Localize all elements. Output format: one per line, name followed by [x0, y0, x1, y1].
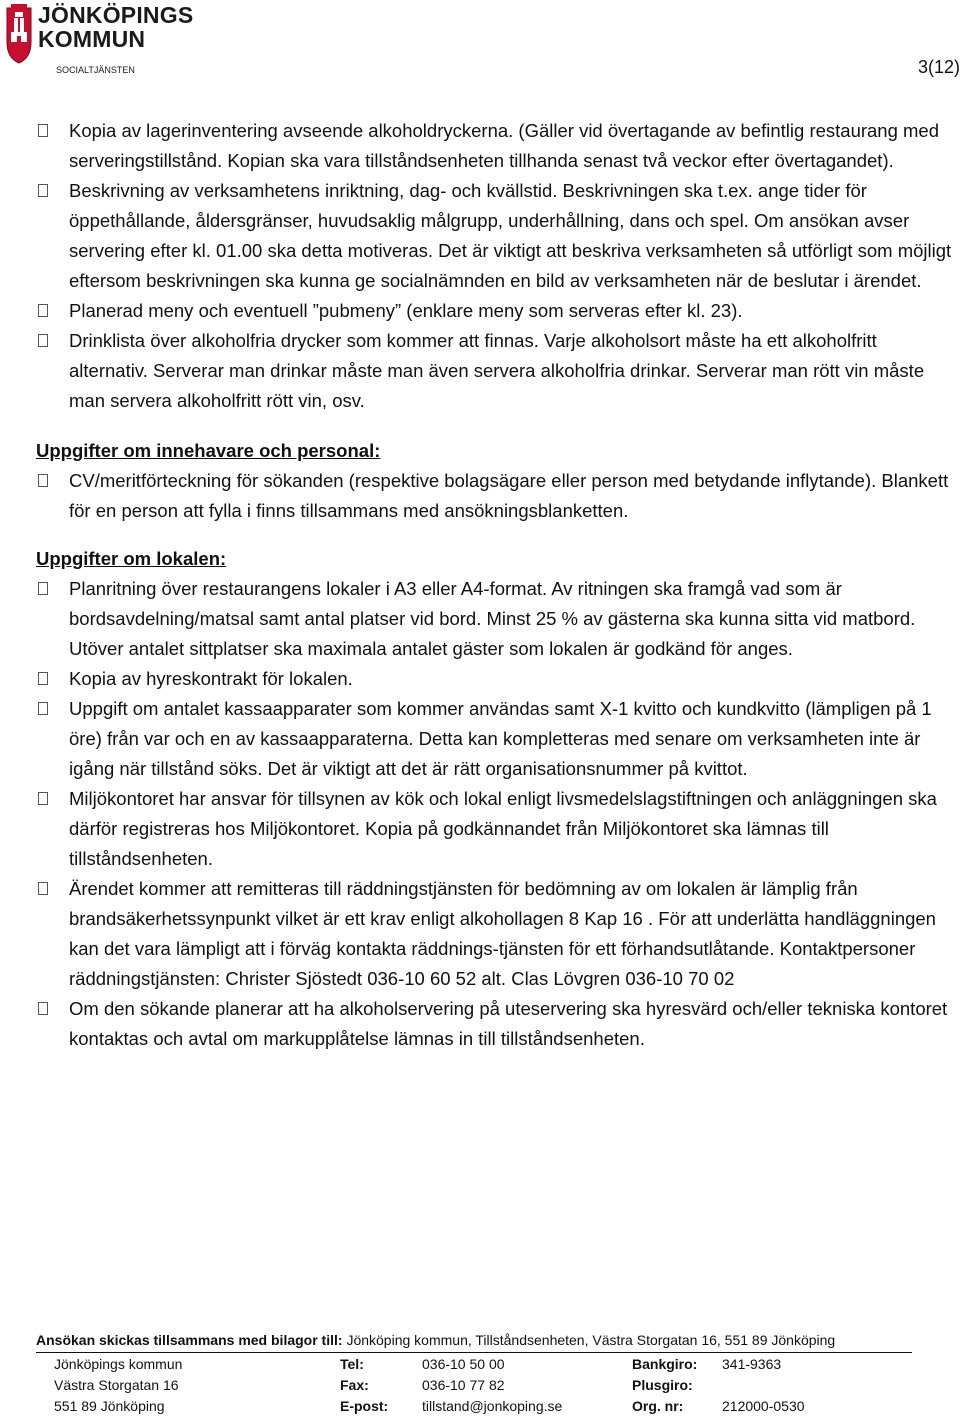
checkbox-bullet-icon	[38, 304, 48, 317]
list-item: Drinklista över alkoholfria drycker som kommer att finnas. Varje alkoholsort måste ha ett alkoholfritt alternativ. Serverar man drinkar måste man även servera alkoholfria drinkar. Serverar man rött vin måste man servera alkoholfritt rött vin, osv.	[36, 326, 956, 416]
footer-send-label: Ansökan skickas tillsammans med bilagor till:	[36, 1332, 343, 1348]
footer-row	[54, 1396, 934, 1417]
checkbox-bullet-icon	[38, 474, 48, 487]
list-item: Uppgift om antalet kassaapparater som kommer användas samt X-1 kvitto och kundkvitto (lämpligen på 1 öre) från var och en av kassaapparaterna. Detta kan kompletteras med senare om verksamheten inte är igång när tillstånd söks. Det är viktigt att det är rätt organisationsnummer på kvittot.	[36, 694, 956, 784]
logo-subtitle: SOCIALTJÄNSTEN	[56, 65, 135, 75]
section-heading-premises: Uppgifter om lokalen:	[36, 548, 227, 569]
list-item: Planerad meny och eventuell ”pubmeny” (enklare meny som serveras efter kl. 23).	[36, 296, 956, 326]
owner-list	[36, 466, 956, 526]
footer-value: 036-10 50 00	[422, 1356, 505, 1372]
premises-list	[36, 574, 956, 1054]
footer-value: 212000-0530	[722, 1398, 805, 1414]
checkbox-bullet-icon	[38, 124, 48, 137]
footer-org: Jönköpings kommun	[54, 1356, 183, 1372]
logo-text-line2: KOMMUN	[38, 26, 146, 52]
checkbox-bullet-icon	[38, 672, 48, 685]
footer-row	[54, 1354, 934, 1375]
list-item: Kopia av lagerinventering avseende alkoholdryckerna. (Gäller vid övertagande av befintlig restaurang med serveringstillstånd. Kopian ska vara tillståndsenheten tillhanda senast två veckor efter övertagandet).	[36, 116, 956, 176]
checkbox-bullet-icon	[38, 582, 48, 595]
coat-of-arms-icon	[6, 2, 32, 64]
list-item: Planritning över restaurangens lokaler i A3 eller A4-format. Av ritningen ska framgå vad som är bordsavdelning/matsal samt antal platser vid bord. Minst 25 % av gästerna ska kunna sitta vid matbord. Utöver antalet sittplatser ska maximala antalet gäster som lokalen är godkänd för anges.	[36, 574, 956, 664]
checkbox-bullet-icon	[38, 184, 48, 197]
footer-send-address: Jönköping kommun, Tillståndsenheten, Västra Storgatan 16, 551 89 Jönköping	[346, 1332, 836, 1348]
checkbox-bullet-icon	[38, 334, 48, 347]
footer-org: 551 89 Jönköping	[54, 1398, 165, 1414]
footer-label: Plusgiro:	[632, 1377, 693, 1393]
document-list	[36, 116, 956, 416]
list-item: Ärendet kommer att remitteras till räddningstjänsten för bedömning av om lokalen är lämplig från brandsäkerhetssynpunkt vilket är ett krav enligt alkohollagen 8 Kap 16 . För att underlätta handläggningen kan det vara lämpligt att i förväg kontakta räddnings-tjänsten för ett förhandsutlåtande. Kontaktpersoner räddningstjänsten: Christer Sjöstedt 036-10 60 52 alt. Clas Lövgren 036-10 70 02	[36, 874, 956, 994]
logo-text-line1: JÖNKÖPINGS	[38, 2, 194, 28]
footer-divider	[36, 1352, 912, 1353]
checkbox-bullet-icon	[38, 702, 48, 715]
jonkoping-logo	[6, 2, 196, 80]
checkbox-bullet-icon	[38, 1002, 48, 1015]
footer-label: Tel:	[340, 1356, 364, 1372]
section-heading-owner: Uppgifter om innehavare och personal:	[36, 440, 381, 461]
list-item: Miljökontoret har ansvar för tillsynen av kök och lokal enligt livsmedelslagstiftningen och anläggningen ska därför registreras hos Miljökontoret. Kopia på godkännandet från Miljökontoret ska lämnas till tillståndsenheten.	[36, 784, 956, 874]
list-item: Kopia av hyreskontrakt för lokalen.	[36, 664, 956, 694]
footer-label: Org. nr:	[632, 1398, 684, 1414]
footer-label: Fax:	[340, 1377, 369, 1393]
footer-label: Bankgiro:	[632, 1356, 698, 1372]
page-number: 3(12)	[917, 57, 960, 77]
list-item: Beskrivning av verksamhetens inriktning, dag- och kvällstid. Beskrivningen ska t.ex. ange tider för öppethållande, åldersgränser, huvudsaklig målgrupp, underhållning, dans och spel. Om ansökan avser servering efter kl. 01.00 ska detta motiveras. Det är viktigt att beskriva verksamheten så utförligt som möjligt eftersom beskrivningen ska kunna ge socialnämnden en bild av verksamheten när de beslutar i ärendet.	[36, 176, 956, 296]
footer-row	[54, 1375, 934, 1396]
footer-email-link[interactable]: tillstand@jonkoping.se	[422, 1398, 563, 1414]
footer-contact-grid	[54, 1354, 934, 1417]
checkbox-bullet-icon	[38, 882, 48, 895]
footer-send-line	[36, 1332, 916, 1348]
checkbox-bullet-icon	[38, 792, 48, 805]
list-item: CV/meritförteckning för sökanden (respektive bolagsägare eller person med betydande inflytande). Blankett för en person att fylla i finns tillsammans med ansökningsblanketten.	[36, 466, 956, 526]
document-body	[36, 116, 956, 1054]
footer-org: Västra Storgatan 16	[54, 1377, 179, 1393]
footer-label: E-post:	[340, 1398, 389, 1414]
list-item: Om den sökande planerar att ha alkoholservering på uteservering ska hyresvärd och/eller tekniska kontoret kontaktas och avtal om markupplåtelse lämnas in till tillståndsenheten.	[36, 994, 956, 1054]
footer-value: 341-9363	[722, 1356, 782, 1372]
footer-value: 036-10 77 82	[422, 1377, 505, 1393]
